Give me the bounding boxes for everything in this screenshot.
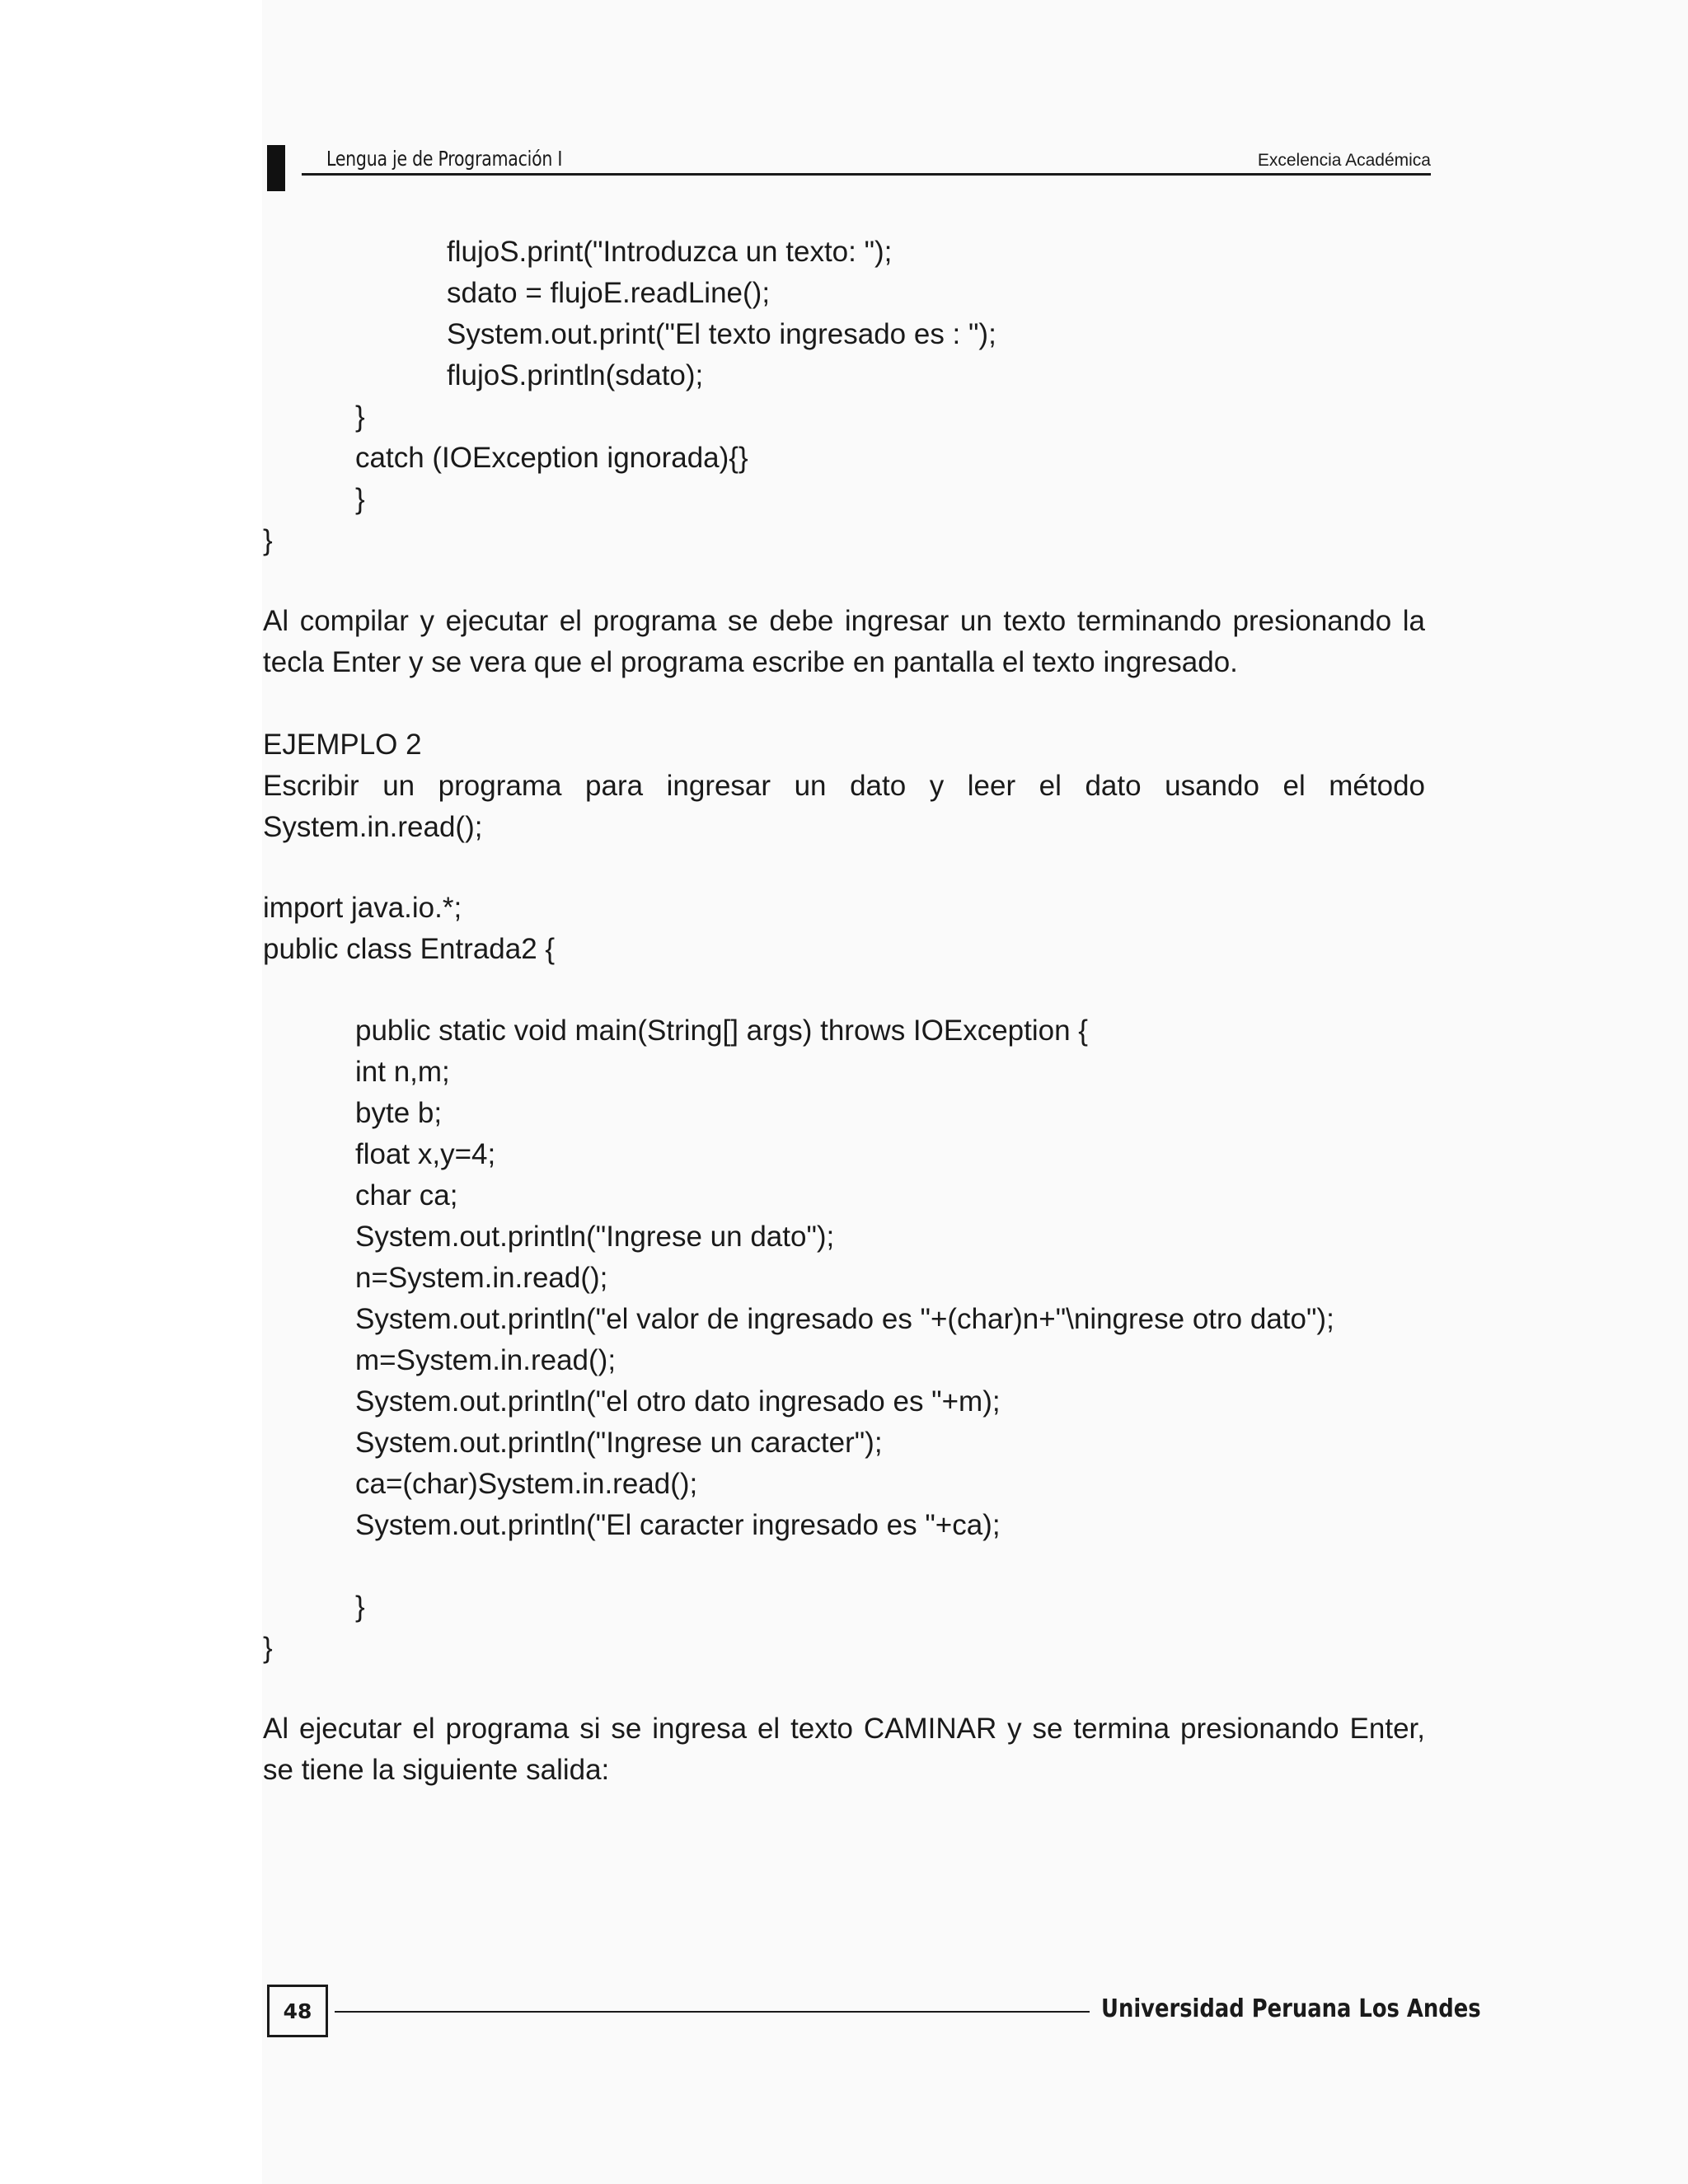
code-line: float x,y=4; xyxy=(355,1138,496,1170)
code-line: flujoS.println(sdato); xyxy=(447,359,704,391)
code-line: System.out.print("El texto ingresado es : "); xyxy=(447,318,996,350)
code-line: } xyxy=(355,401,365,433)
code-line: ca=(char)System.in.read(); xyxy=(355,1468,698,1500)
paragraph-output-intro: Al ejecutar el programa si se ingresa el texto CAMINAR y se termina presionando Enter, se tiene la siguiente salida: xyxy=(263,1713,1425,1786)
code-line: char ca; xyxy=(355,1179,458,1212)
header-title: Lengua je de Programación I xyxy=(326,147,563,171)
code-line: System.out.println("El caracter ingresado es "+ca); xyxy=(355,1509,1001,1541)
code-line: } xyxy=(355,1591,365,1623)
code-line: n=System.in.read(); xyxy=(355,1262,608,1294)
paragraph-explanation: Al compilar y ejecutar el programa se debe ingresar un texto terminando presionando la tecla Enter y se vera que el programa escribe en pantalla el texto ingresado. xyxy=(263,605,1425,678)
code-line: public static void main(String[] args) throws IOException { xyxy=(355,1015,1088,1047)
code-line: } xyxy=(263,1632,273,1664)
code-line: } xyxy=(263,524,273,556)
code-line: sdato = flujoE.readLine(); xyxy=(447,277,771,309)
code-line: int n,m; xyxy=(355,1056,450,1088)
example-description: Escribir un programa para ingresar un dato y leer el dato usando el método System.in.read(); xyxy=(263,770,1425,843)
code-line: } xyxy=(355,483,365,515)
code-line: m=System.in.read(); xyxy=(355,1344,617,1376)
page-number: 48 xyxy=(267,1985,328,2037)
footer-rule xyxy=(335,2011,1090,2013)
header-tagline: Excelencia Académica xyxy=(1257,151,1431,170)
code-line: byte b; xyxy=(355,1097,443,1129)
code-line: System.out.println("el valor de ingresado es "+(char)n+"\ningrese otro dato"); xyxy=(355,1303,1334,1335)
code-line: System.out.println("Ingrese un caracter"); xyxy=(355,1427,883,1459)
header-rule xyxy=(302,173,1431,176)
example-heading: EJEMPLO 2 xyxy=(263,729,422,761)
code-line: flujoS.print("Introduzca un texto: "); xyxy=(447,236,893,268)
code-line: public class Entrada2 { xyxy=(263,933,556,965)
code-line: System.out.println("Ingrese un dato"); xyxy=(355,1221,835,1253)
code-line: import java.io.*; xyxy=(263,892,462,924)
code-line: System.out.println("el otro dato ingresado es "+m); xyxy=(355,1385,1001,1418)
header-marker xyxy=(267,145,285,191)
footer-university: Universidad Peruana Los Andes xyxy=(1101,1994,1481,2023)
code-line: catch (IOException ignorada){} xyxy=(355,442,748,474)
